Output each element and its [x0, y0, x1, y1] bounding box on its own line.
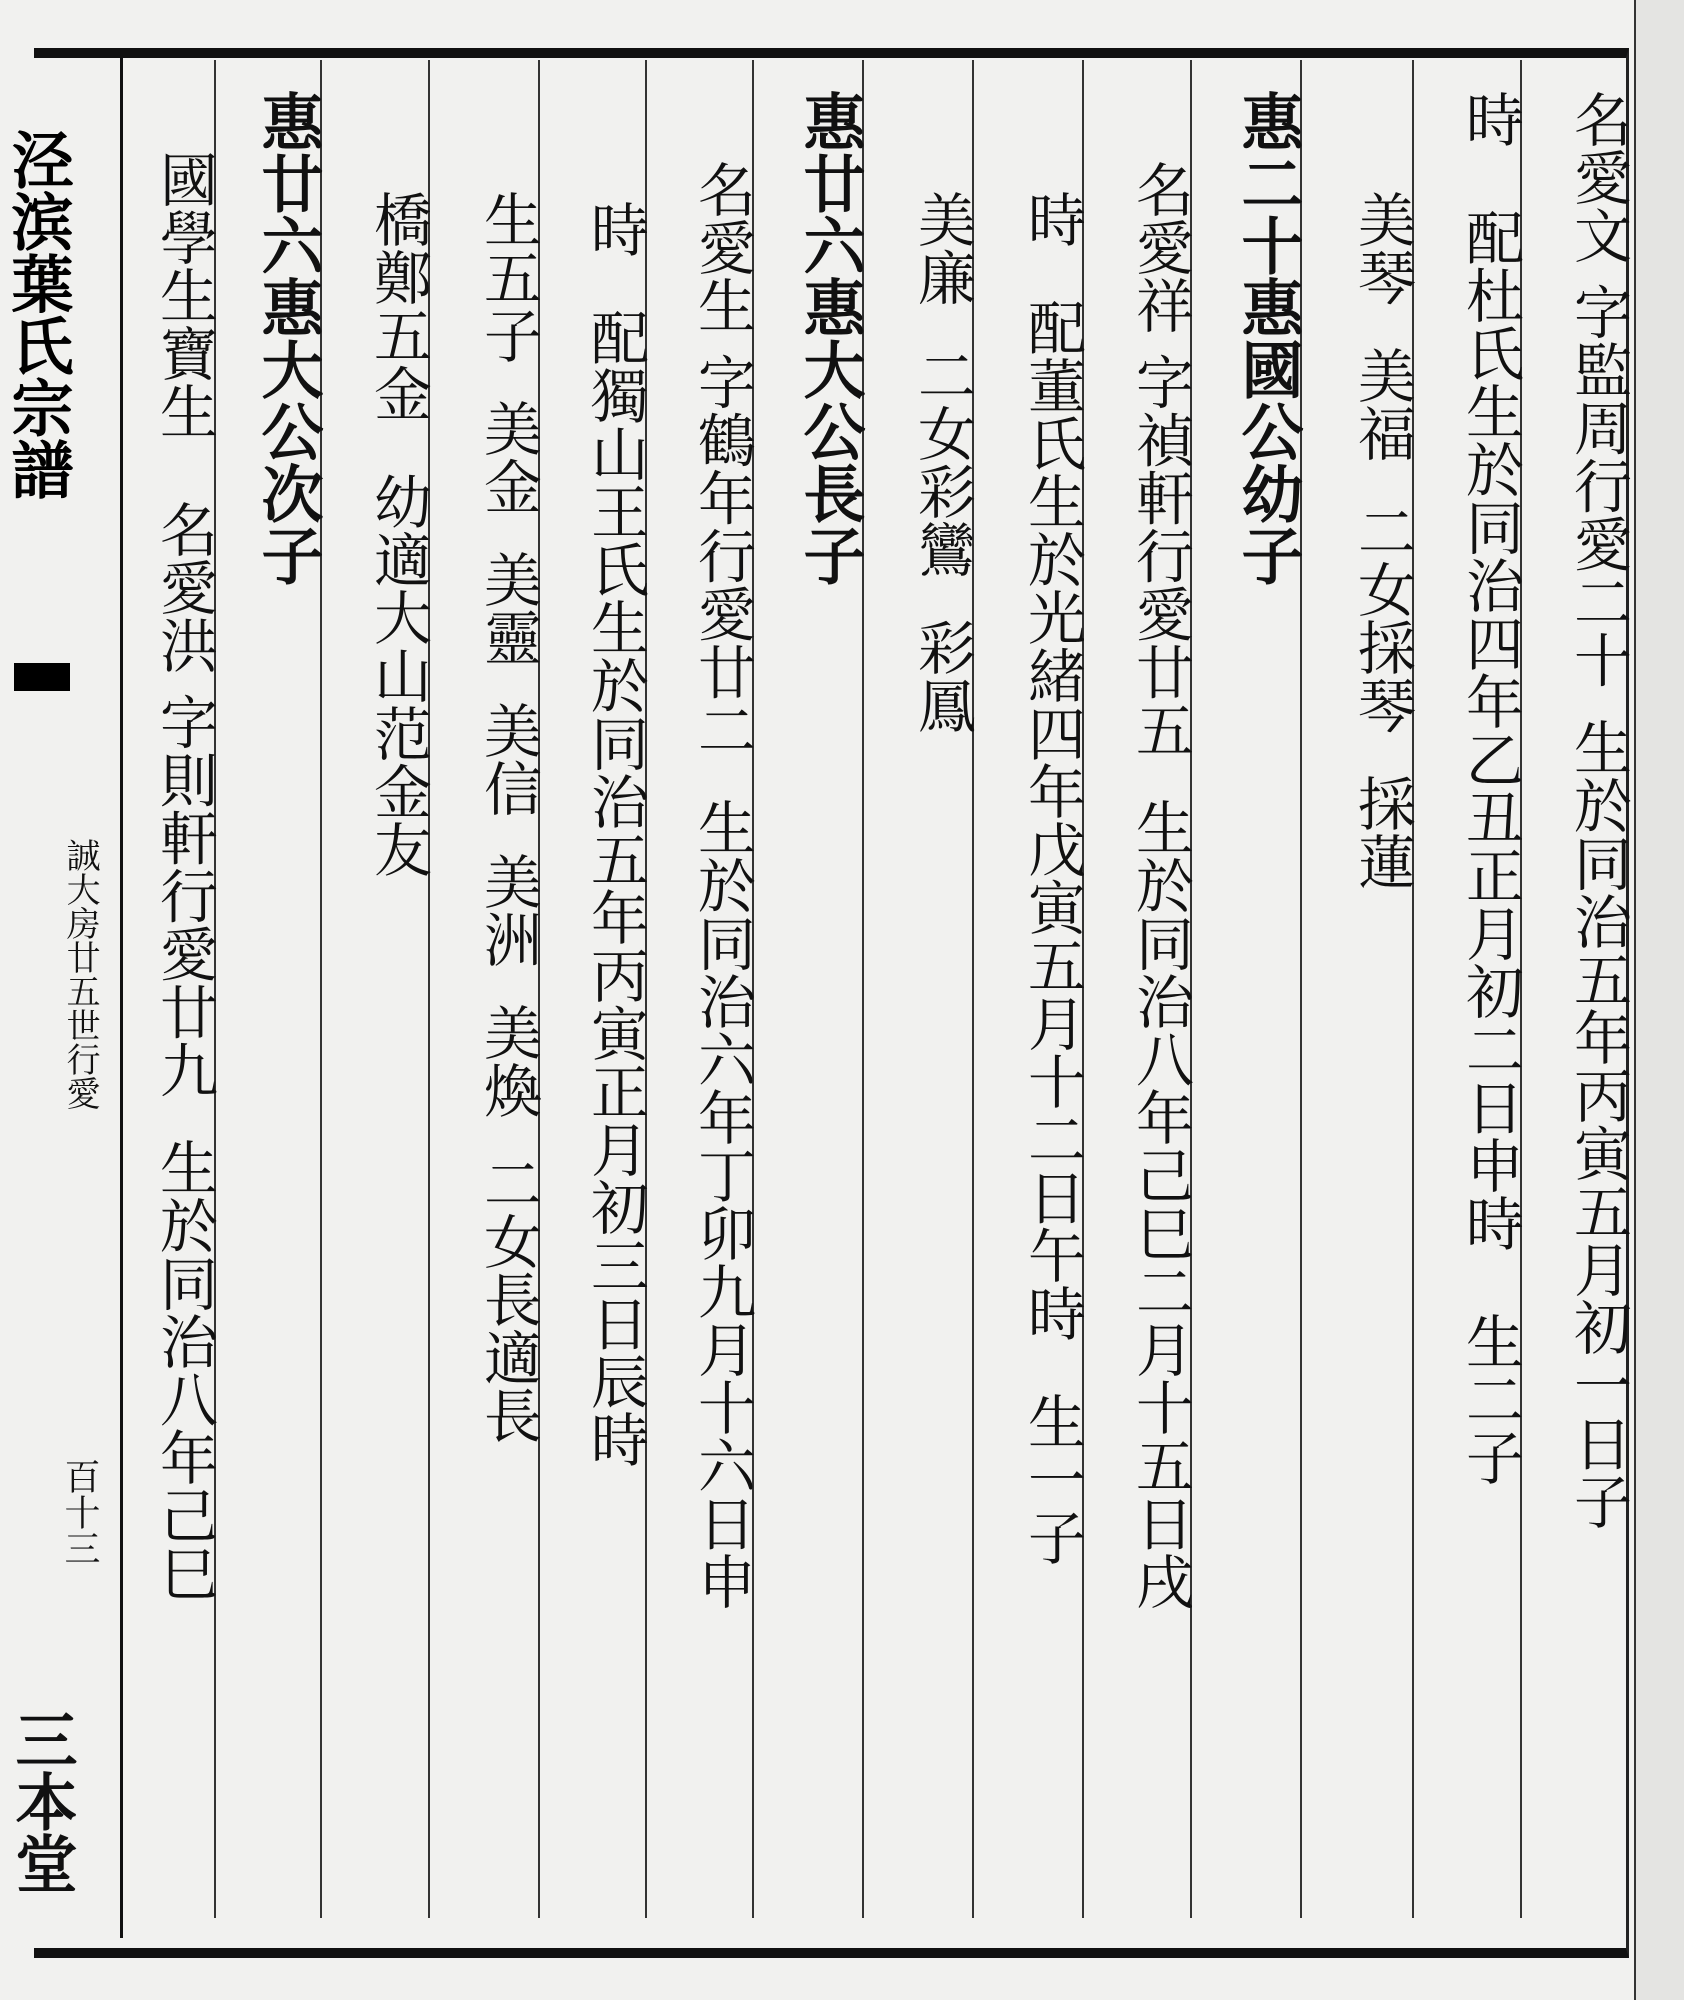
- column-text-c: 生於同治八年己巳: [150, 1138, 218, 1603]
- adjacent-page-edge: [1634, 0, 1684, 2000]
- column-text-b: 美福: [1348, 346, 1416, 462]
- text-column-11: [428, 60, 542, 1918]
- column-text: 時: [1018, 190, 1086, 248]
- column-text: 美琴: [1348, 190, 1416, 306]
- column-text-d: 美信: [474, 701, 542, 817]
- column-text-b: 生於同治八年己巳二月十五日戌: [1126, 798, 1194, 1611]
- text-column-12: [320, 60, 432, 1918]
- text-column-6: [972, 60, 1086, 1918]
- column-text: 名愛生 字鶴年行愛廿二: [688, 160, 756, 759]
- column-text-b: 美金: [474, 399, 542, 515]
- column-text-e: 美洲: [474, 852, 542, 968]
- column-text-b: 配獨山王氏生於同治五年丙寅正月初三日辰時: [581, 308, 649, 1468]
- column-text: 國學生寶生: [150, 150, 218, 440]
- column-text-c: 生一子: [1018, 1392, 1086, 1566]
- column-text: 美廉: [908, 190, 976, 306]
- page-number: 百十三: [59, 1458, 100, 1566]
- page-margin-strip: [0, 58, 123, 1938]
- branch-generation-label: 誠大房廿五世行愛: [60, 838, 101, 1110]
- column-text: 惠廿六惠大公長子: [793, 90, 866, 586]
- column-text: 橋鄭五金: [364, 190, 432, 422]
- column-text-b: 配董氏生於光緒四年戊寅五月十二日午時: [1018, 298, 1086, 1342]
- entry-heading-1: [1190, 60, 1304, 1918]
- column-text-c: 彩鳳: [908, 618, 976, 734]
- column-text: 名愛文 字監周行愛二十: [1564, 90, 1632, 689]
- column-text-c: 二女採琴: [1348, 502, 1416, 734]
- column-text: 名愛祥 字禎軒行愛廿五: [1126, 160, 1194, 759]
- text-column-5: [1082, 60, 1194, 1918]
- fishtail-marker: [14, 663, 70, 691]
- column-text-g: 二女長適長: [474, 1154, 542, 1444]
- column-text: 時: [1456, 90, 1524, 148]
- column-text-b: 配杜氏生於同治四年乙丑正月初二日申時: [1456, 208, 1524, 1252]
- column-text: 生五子: [474, 190, 542, 364]
- text-column-10: [538, 60, 649, 1918]
- column-text: 惠廿六惠大公次子: [251, 90, 324, 586]
- column-text-b: 生於同治六年丁卯九月十六日申: [688, 798, 756, 1611]
- text-column-14: [122, 60, 218, 1918]
- column-text-f: 美煥: [474, 1003, 542, 1119]
- column-text-b: 生於同治五年丙寅五月初一日子: [1564, 718, 1632, 1531]
- column-text-b: 幼適大山范金友: [364, 472, 432, 878]
- text-column-7: [862, 60, 976, 1918]
- column-text-d: 採蓮: [1348, 774, 1416, 890]
- text-column-9: [645, 60, 756, 1918]
- entry-heading-3: [214, 60, 324, 1918]
- text-column-2: [1412, 60, 1524, 1918]
- column-text-b: 名愛洪 字則軒行愛廿九: [150, 500, 218, 1099]
- text-column-1: [1520, 60, 1632, 1918]
- entry-heading-2: [752, 60, 866, 1918]
- column-text: 惠二十惠國公幼子: [1231, 90, 1304, 586]
- column-text-b: 二女彩鸞: [908, 346, 976, 578]
- hall-name: 三本堂: [5, 1708, 78, 1894]
- book-title: 泾滨葉氏宗譜: [1, 128, 74, 500]
- text-column-3: [1300, 60, 1416, 1918]
- column-text: 時: [581, 200, 649, 258]
- column-text-c: 美靈: [474, 550, 542, 666]
- column-text-c: 生二子: [1456, 1312, 1524, 1486]
